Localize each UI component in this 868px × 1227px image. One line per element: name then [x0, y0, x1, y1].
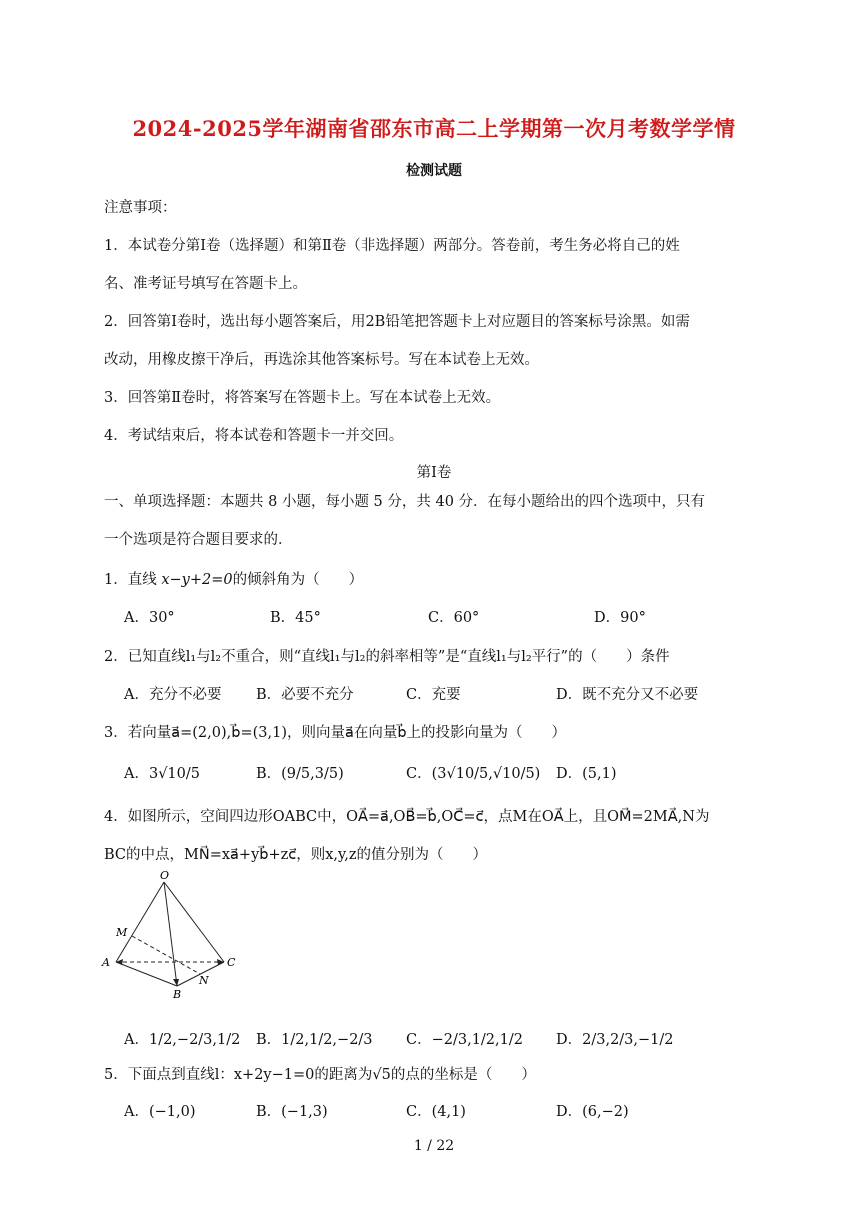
option-b: B．1/2,1/2,−2/3 — [256, 1032, 373, 1048]
option-d: D．(5,1) — [556, 766, 617, 782]
tetrahedron-figure — [100, 868, 250, 1003]
label-m: M — [116, 926, 128, 939]
question-4-stem-line1: 4．如图所示，空间四边形OABC中，OA⃗=a⃗,OB⃗=b⃗,OC⃗=c⃗，点M在OA⃗上，且OM⃗=2MA⃗,N为 — [104, 809, 710, 825]
option-b: B．45° — [270, 610, 321, 626]
option-a: A．30° — [124, 610, 175, 626]
question-3-stem: 3．若向量a⃗=(2,0),b⃗=(3,1)，则向量a⃗在向量b⃗上的投影向量为（ ） — [104, 725, 567, 741]
section-instructions: 一、单项选择题：本题共 8 小题，每小题 5 分，共 40 分．在每小题给出的四个选项中，只有 — [104, 494, 706, 510]
option-d: D．2/3,2/3,−1/2 — [556, 1032, 674, 1048]
part-heading: 第Ⅰ卷 — [416, 465, 452, 481]
option-c: C．(3√10/5,√10/5) — [406, 766, 541, 782]
question-1-equation: x−y+2=0 — [161, 572, 233, 588]
option-c: C．60° — [428, 610, 480, 626]
question-2-stem: 2．已知直线l₁与l₂不重合，则“直线l₁与l₂的斜率相等”是“直线l₁与l₂平行”的（ ）条件 — [104, 649, 670, 665]
option-c: C．−2/3,1/2,1/2 — [406, 1032, 523, 1048]
page-number: 1 / 22 — [413, 1138, 455, 1154]
notice-line: 4．考试结束后，将本试卷和答题卡一并交回。 — [104, 428, 404, 444]
label-n: N — [199, 974, 209, 987]
option-b: B．(9/5,3/5) — [256, 766, 344, 782]
question-4-stem-line2: BC的中点，MN⃗=xa⃗+yb⃗+zc⃗，则x,y,z的值分别为（ ） — [104, 847, 488, 863]
option-a: A．1/2,−2/3,1/2 — [124, 1032, 241, 1048]
notice-line: 改动，用橡皮擦干净后，再选涂其他答案标号。写在本试卷上无效。 — [104, 352, 539, 368]
label-b: B — [173, 988, 182, 1001]
question-1-suffix: 的倾斜角为（ ） — [232, 572, 364, 588]
option-d: D．90° — [594, 610, 646, 626]
option-a: A．充分不必要 — [124, 687, 222, 703]
option-a: A．3√10/5 — [124, 766, 200, 782]
section-instructions: 一个选项是符合题目要求的． — [104, 532, 293, 548]
option-d: D．既不充分又不必要 — [556, 687, 699, 703]
notice-line: 1．本试卷分第Ⅰ卷（选择题）和第Ⅱ卷（非选择题）两部分。答卷前，考生务必将自己的姓 — [104, 238, 680, 254]
label-c: C — [227, 956, 236, 969]
option-a: A．(−1,0) — [124, 1104, 196, 1120]
option-b: B．(−1,3) — [256, 1104, 328, 1120]
option-b: B．必要不充分 — [256, 687, 354, 703]
segment-mn — [132, 936, 200, 974]
edge-ob — [164, 882, 177, 986]
notice-line: 2．回答第Ⅰ卷时，选出每小题答案后，用2B铅笔把答题卡上对应题目的答案标号涂黑。如需 — [104, 314, 690, 330]
label-o: O — [160, 869, 170, 882]
notice-line: 3．回答第Ⅱ卷时，将答案写在答题卡上。写在本试卷上无效。 — [104, 390, 501, 406]
question-1-prefix: 1．直线 — [104, 572, 162, 588]
option-c: C．充要 — [406, 687, 461, 703]
document-subtitle: 检测试题 — [406, 163, 462, 179]
notice-line: 名、准考证号填写在答题卡上。 — [104, 276, 307, 292]
document-title: 2024-2025学年湖南省邵东市高二上学期第一次月考数学学情 — [132, 116, 736, 141]
question-5-stem: 5．下面点到直线l：x+2y−1=0的距离为√5的点的坐标是（ ） — [104, 1067, 536, 1083]
notice-heading: 注意事项： — [104, 200, 177, 216]
label-a: A — [102, 956, 110, 969]
option-c: C．(4,1) — [406, 1104, 466, 1120]
question-1-stem — [104, 568, 363, 589]
edge-ab — [116, 962, 177, 986]
option-d: D．(6,−2) — [556, 1104, 629, 1120]
